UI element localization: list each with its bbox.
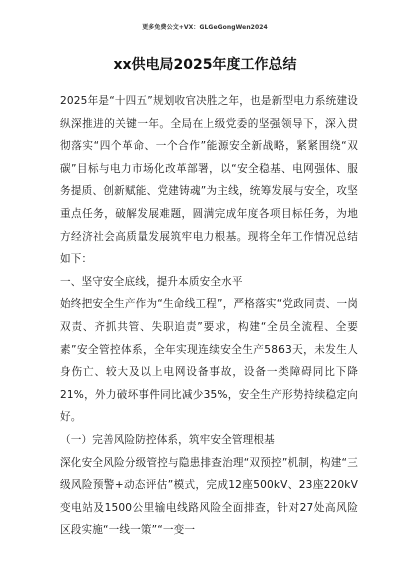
document-body bbox=[60, 90, 358, 542]
section-paragraph: 始终把安全生产作为“生命线工程”，严格落实“党政同责、一岗双责、齐抓共管、失职追责”要求，构建“全员全流程、全要素”安全管控体系，全年实现连续安全生产5863天，未发生人身伤亡、较大及以上电网设备事故，设备一类障碍同比下降21%，外力破坏事件同比减少35%，安全生产形势持续稳定向好。 bbox=[60, 298, 358, 424]
header-note: 更多免费公文+VX：GLGeGongWen2024 bbox=[142, 24, 268, 31]
section-heading: 一、坚守安全底线，提升本质安全水平 bbox=[60, 275, 243, 288]
intro-paragraph: 2025年是“十四五”规划收官决胜之年，也是新型电力系统建设纵深推进的关键一年。全局在上级党委的坚强领导下，深入贯彻落实“四个革命、一个合作”能源安全新战略，紧紧围绕“双碳”目标与电力市场化改革部署，以“安全稳基、电网强体、服务提质、创新赋能、党建铸魂”为主线，统筹发展与安全，攻坚重点任务，破解发展难题，圆满完成年度各项目标任务，为地方经济社会高质量发展筑牢电力根基。现将全年工作情况总结如下： bbox=[60, 95, 358, 266]
subsection-paragraph: 深化安全风险分级管控与隐患排查治理“双预控”机制，构建“三级风险预警+动态评估”模式，完成12座500kV、23座220kV变电站及1500公里输电线路风险全面排查，针对27处高风险区段实施“一线一策”“一变一 bbox=[60, 456, 358, 537]
page-title: xx供电局2025年度工作总结 bbox=[113, 57, 297, 73]
subsection-heading: （一）完善风险防控体系，筑牢安全管理根基 bbox=[60, 433, 275, 446]
